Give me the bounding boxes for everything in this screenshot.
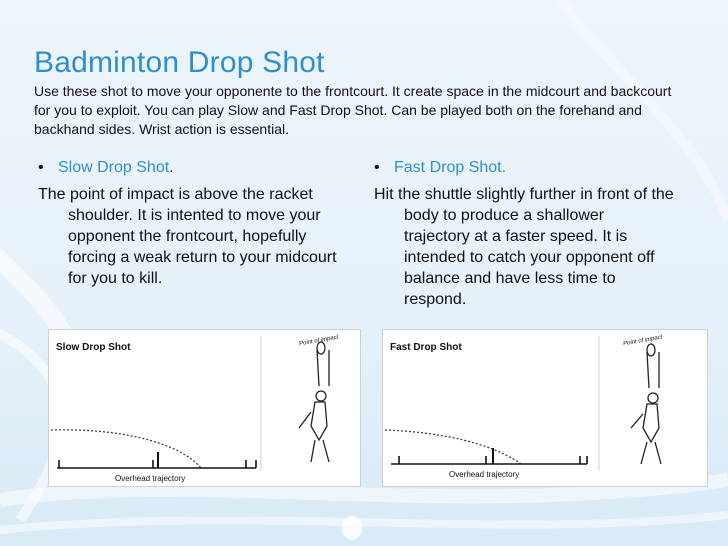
bullet-dot: • [38, 159, 44, 176]
slow-drop-shot-diagram [48, 329, 361, 487]
fast-drop-shot-bullet [374, 158, 674, 178]
fast-impact-label: Point of impact [622, 334, 663, 348]
bullet-dot: • [374, 159, 380, 176]
fast-figure-label: Fast Drop Shot [390, 342, 462, 353]
player-figure-right [631, 344, 661, 464]
slow-figure-caption: Overhead trajectory [115, 474, 186, 483]
fast-drop-shot-link[interactable]: Fast Drop Shot. [394, 159, 507, 176]
fast-figure-caption: Overhead trajectory [449, 470, 520, 479]
player-figure-left [299, 342, 329, 462]
slow-impact-label: Point of impact [298, 334, 339, 348]
slow-trajectory-graphic [49, 330, 360, 486]
fast-trajectory-graphic [383, 330, 707, 486]
slow-drop-shot-description: The point of impact is above the racket shoulder. It is intented to move your opponent the frontcourt, hopefully forcing a weak return to your midcourt for you to kill. [38, 186, 337, 287]
fast-drop-shot-column [374, 158, 674, 310]
bullet-suffix: . [169, 159, 174, 176]
slow-drop-shot-bullet [38, 158, 338, 178]
fast-drop-shot-diagram [382, 329, 708, 487]
slow-drop-shot-link[interactable]: Slow Drop Shot [58, 159, 170, 176]
slow-figure-label: Slow Drop Shot [56, 342, 131, 353]
page-title: Badminton Drop Shot [34, 46, 325, 79]
intro-paragraph: Use these shot to move your opponente to the frontcourt. It create space in the midcourt and backcourt for you to exploit. You can play Slow and Fast Drop Shot. Can be played both on the forehand and backhand sides. Wrist action is essential. [34, 83, 672, 137]
fast-drop-shot-description: Hit the shuttle slightly further in front of the body to produce a shallower trajectory at a faster speed. It is intended to catch your opponent off balance and have less time to respond. [374, 186, 674, 308]
slow-drop-shot-column [38, 158, 338, 289]
